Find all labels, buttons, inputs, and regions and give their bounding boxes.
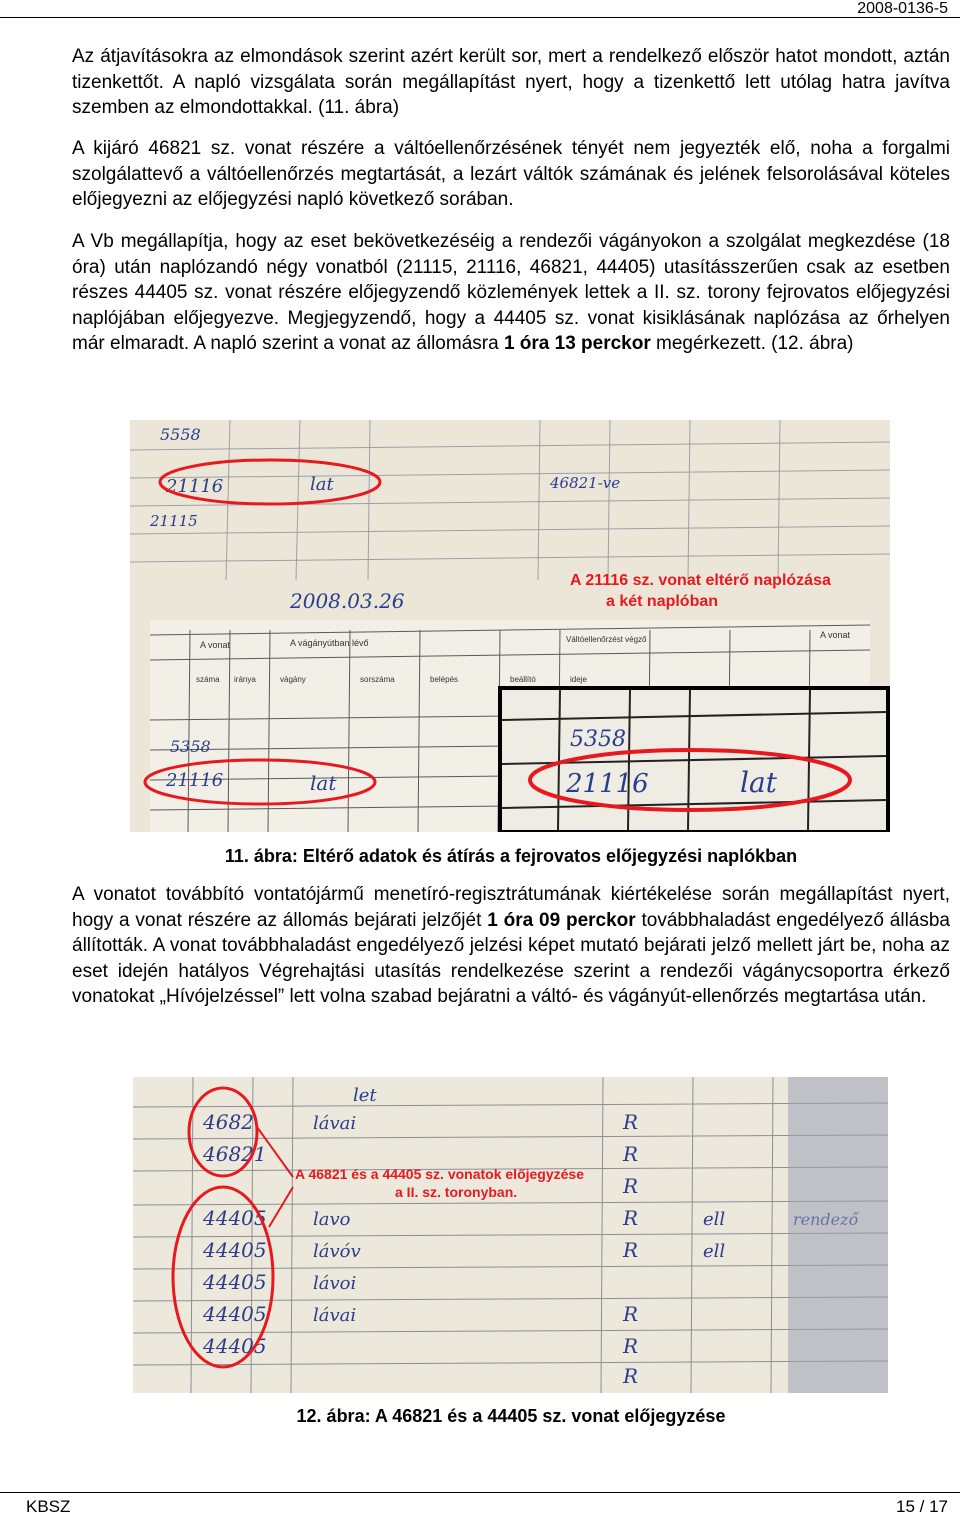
paragraph-2-block bbox=[72, 136, 950, 213]
page-number: 15 / 17 bbox=[896, 1497, 948, 1516]
hand-10: 5358 bbox=[570, 727, 626, 752]
paragraph-3-text-a: A Vb megállapítja, hogy az eset bekövetkezéséig a rendezői vágányokon a szolgálat megkezdése (18 óra) után naplózandó négy vonatból (21115, 21116, 46821, 44405) utasításszerűen csak az esetben részes 44405 sz. vonat részére előjegyzendő közlemények lettek a II. sz. torony fejrovatos előjegyzési naplójában előjegyezve. Megjegyzendő, hogy a 44405 sz. vonat kisiklásának naplózása az őrhelyen már elmaradt. A napló szerint a vonat az állomásra bbox=[72, 231, 950, 354]
f12-hand-16: R bbox=[623, 1110, 639, 1134]
hand-11: 21116 bbox=[566, 769, 649, 799]
paragraph-4-text-a: A vonatot továbbító vontatójármű menetíró-regisztrátumának kiértékelése során megállapítást nyert, hogy a vonat részére az állomás bejárati jelzőjét bbox=[72, 884, 950, 931]
hand-7: 5358 bbox=[170, 737, 211, 756]
header-rule bbox=[0, 17, 960, 18]
hand-8: 21116 bbox=[166, 770, 224, 791]
print-r3: vágány bbox=[280, 675, 306, 684]
document-id: 2008-0136-5 bbox=[857, 0, 948, 17]
f12-hand-10: lávóv bbox=[313, 1241, 361, 1262]
hand-12: lat bbox=[740, 766, 777, 799]
hand-3: lat bbox=[310, 474, 334, 495]
f12-hand-23: R bbox=[623, 1364, 639, 1388]
paragraph-4-bold: 1 óra 09 perckor bbox=[487, 909, 636, 931]
hand-5: 21115 bbox=[150, 512, 198, 530]
figure-11-photo bbox=[130, 420, 890, 832]
print-r7: ideje bbox=[570, 675, 587, 684]
figure-11-svg bbox=[130, 420, 890, 832]
print-r5: belépés bbox=[430, 675, 459, 684]
print-h4: A vonat bbox=[820, 630, 851, 640]
f12-hand-21: R bbox=[623, 1302, 639, 1326]
f12-hand-4: 44405 bbox=[203, 1238, 267, 1262]
print-h1: A vonat bbox=[200, 640, 231, 650]
f12-hand-17: R bbox=[623, 1142, 639, 1166]
hand-6: 2008.03.26 bbox=[290, 589, 405, 613]
paragraph-1: Az átjavításokra az elmondások szerint azért került sor, mert a rendelkező először hatot mondott, aztán tizenkettőt. A napló vizsgálata során megállapítást nyert, hogy a tizenkettő lett utólag hatra javítva szemben az elmondottakkal. (11. ábra) bbox=[72, 46, 950, 118]
hand-1: 5558 bbox=[160, 425, 201, 444]
hand-2: 21116 bbox=[166, 476, 224, 497]
print-r6: beállító bbox=[510, 675, 536, 684]
paragraph-2: A kijáró 46821 sz. vonat részére a váltóellenőrzésének tényét nem jegyezték elő, noha a forgalmi szolgálattevő a váltóellenőrzés megtartását, a lezárt váltók számának és jelének felsorolásával köteles előjegyezni az előjegyzési napló következő sorában. bbox=[72, 138, 950, 210]
f12-hand-14: ell bbox=[703, 1209, 726, 1230]
f12-hand-7: 44405 bbox=[203, 1334, 267, 1358]
fig11-annotation-1: A 21116 sz. vonat eltérő naplózása bbox=[570, 572, 831, 589]
f12-hand-3: 44405 bbox=[203, 1206, 267, 1230]
fig11-annotation-2: a két naplóban bbox=[606, 593, 719, 610]
print-h3: Váltóellenőrzést végző bbox=[566, 635, 647, 644]
footer-rule bbox=[0, 1492, 960, 1493]
footer-org: KBSZ bbox=[26, 1497, 71, 1516]
print-h2: A vágányútban lévő bbox=[290, 638, 369, 648]
f12-hand-12: lávai bbox=[313, 1305, 357, 1326]
paragraph-4-block bbox=[72, 882, 950, 1010]
figure-11-caption: 11. ábra: Eltérő adatok és átírás a fejrovatos előjegyzési naplókban bbox=[224, 846, 798, 866]
f12-hand-19: R bbox=[623, 1206, 639, 1230]
f12-hand-1: 4682 bbox=[203, 1110, 254, 1134]
paragraph-3-text-b: megérkezett. (12. ábra) bbox=[650, 333, 854, 354]
figure-12-caption: 12. ábra: A 46821 és a 44405 sz. vonat előjegyzése bbox=[296, 1406, 726, 1426]
fig12-annotation-2: a II. sz. toronyban. bbox=[395, 1184, 518, 1200]
paragraph-3-bold: 1 óra 13 perckor bbox=[503, 333, 651, 354]
f12-hand-5: 44405 bbox=[203, 1270, 267, 1294]
hand-4: 46821-ve bbox=[550, 474, 621, 492]
print-r2: iránya bbox=[234, 675, 256, 684]
blurred-area bbox=[788, 1077, 888, 1393]
f12-hand-6: 44405 bbox=[203, 1302, 267, 1326]
paragraph-4-text-b: továbbhaladást engedélyező állásba állították. A vonat továbbhaladást engedélyező jelzési képet mutató bejárati jelző mellett járt be, noha az eset idején hatályos Végrehajtási utasítás rendelkezése szerint a rendezői vágánycsoportra érkező vonatokat „Hívójelzéssel” lett volna szabad bejáratni a váltó- és vágányút-ellenőrzés megtartása után. bbox=[72, 909, 950, 1007]
f12-hand-8: lávai bbox=[313, 1113, 357, 1134]
paragraph-4 bbox=[72, 882, 950, 1010]
fig12-annotation-1: A 46821 és a 44405 sz. vonatok előjegyzése bbox=[295, 1166, 584, 1182]
f12-hand-0: let bbox=[353, 1085, 377, 1106]
paragraph-3-block bbox=[72, 229, 950, 357]
hand-9: lat bbox=[310, 771, 337, 795]
figure-12-photo bbox=[133, 1077, 888, 1393]
paragraph-3 bbox=[72, 229, 950, 357]
paragraph-1-block bbox=[72, 44, 950, 121]
f12-hand-2: 46821 bbox=[203, 1142, 267, 1166]
print-r4: sorszáma bbox=[360, 675, 395, 684]
f12-hand-20: R bbox=[623, 1238, 639, 1262]
figure-12-svg bbox=[133, 1077, 888, 1393]
f12-hand-11: lávoi bbox=[313, 1273, 357, 1294]
f12-hand-18: R bbox=[623, 1174, 639, 1198]
f12-hand-22: R bbox=[623, 1334, 639, 1358]
f12-hand-9: lavo bbox=[313, 1209, 351, 1230]
print-r1: száma bbox=[196, 675, 220, 684]
f12-hand-15: ell bbox=[703, 1241, 726, 1262]
